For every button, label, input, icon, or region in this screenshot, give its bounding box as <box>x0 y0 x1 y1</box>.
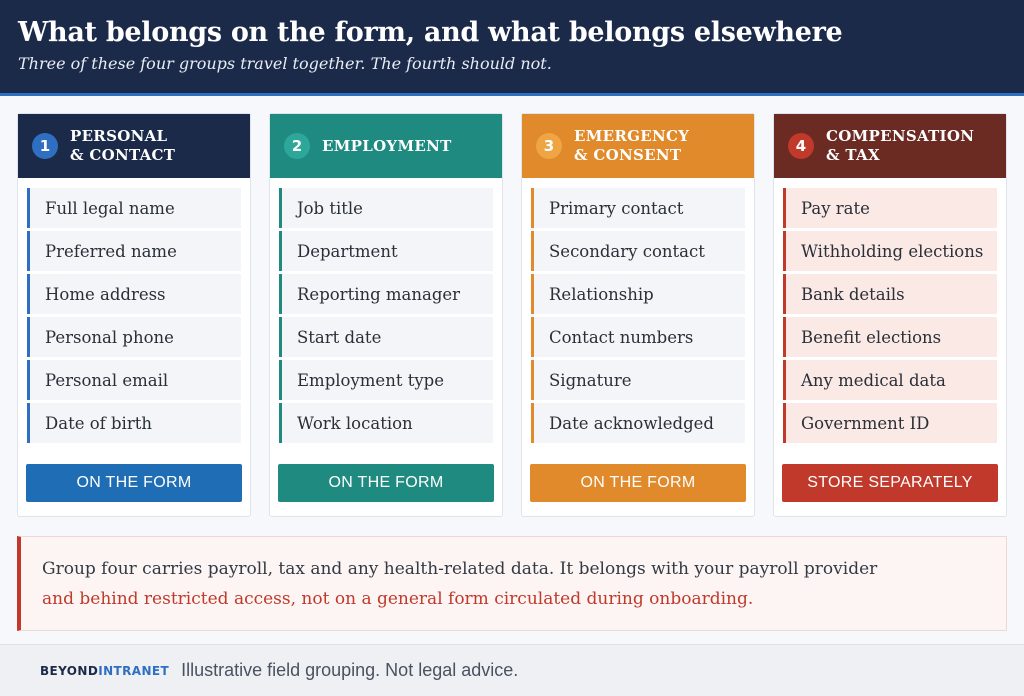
note-line-2: and behind restricted access, not on a general form circulated during onboarding. <box>42 589 754 609</box>
field-item: Pay rate <box>783 188 997 228</box>
page-subtitle: Three of these four groups travel together. The fourth should not. <box>18 54 552 73</box>
field-list <box>270 178 502 443</box>
group-verdict-badge: ON THE FORM <box>278 464 494 502</box>
group-card-1 <box>17 113 251 517</box>
group-title-line-2: & CONTACT <box>70 146 176 164</box>
group-verdict-badge: STORE SEPARATELY <box>782 464 998 502</box>
field-item: Primary contact <box>531 188 745 228</box>
group-title-line-2: & CONSENT <box>574 146 682 164</box>
field-item: Employment type <box>279 360 493 400</box>
field-item: Signature <box>531 360 745 400</box>
group-title-line-1: EMPLOYMENT <box>322 136 452 155</box>
group-verdict-badge: ON THE FORM <box>26 464 242 502</box>
field-list <box>18 178 250 443</box>
group-card-4 <box>773 113 1007 517</box>
brand-part-2: INTRANET <box>98 663 170 678</box>
group-title-line-1: PERSONAL <box>70 127 168 145</box>
warning-note <box>17 536 1007 631</box>
group-number-badge: 1 <box>32 133 58 159</box>
field-item: Any medical data <box>783 360 997 400</box>
field-item: Home address <box>27 274 241 314</box>
field-item: Job title <box>279 188 493 228</box>
group-header <box>774 114 1006 178</box>
field-item: Contact numbers <box>531 317 745 357</box>
group-header <box>522 114 754 178</box>
group-number-badge: 3 <box>536 133 562 159</box>
field-item: Date of birth <box>27 403 241 443</box>
field-item: Work location <box>279 403 493 443</box>
footer <box>0 644 1024 696</box>
group-card-2 <box>269 113 503 517</box>
page-header <box>0 0 1024 96</box>
group-title-line-1: COMPENSATION <box>826 127 975 145</box>
field-item: Benefit elections <box>783 317 997 357</box>
field-item: Personal email <box>27 360 241 400</box>
field-list <box>522 178 754 443</box>
field-item: Government ID <box>783 403 997 443</box>
group-number-badge: 2 <box>284 133 310 159</box>
field-item: Personal phone <box>27 317 241 357</box>
field-list <box>774 178 1006 443</box>
group-title <box>574 127 689 165</box>
field-item: Full legal name <box>27 188 241 228</box>
note-line-1: Group four carries payroll, tax and any health-related data. It belongs with your payroll provider <box>42 559 878 579</box>
field-item: Department <box>279 231 493 271</box>
field-item: Start date <box>279 317 493 357</box>
group-title-line-2: & TAX <box>826 146 880 164</box>
brand-part-1: BEYOND <box>40 663 99 678</box>
footer-disclaimer: Illustrative field grouping. Not legal advice. <box>181 660 519 680</box>
group-title <box>826 127 974 165</box>
field-item: Reporting manager <box>279 274 493 314</box>
field-item: Secondary contact <box>531 231 745 271</box>
group-title <box>322 137 452 156</box>
page-title: What belongs on the form, and what belongs elsewhere <box>18 17 843 48</box>
field-item: Withholding elections <box>783 231 997 271</box>
group-card-3 <box>521 113 755 517</box>
group-header <box>18 114 250 178</box>
field-item: Date acknowledged <box>531 403 745 443</box>
main-area <box>0 96 1024 644</box>
group-verdict-badge: ON THE FORM <box>530 464 746 502</box>
field-item: Bank details <box>783 274 997 314</box>
group-number-badge: 4 <box>788 133 814 159</box>
group-title <box>70 127 175 165</box>
group-header <box>270 114 502 178</box>
field-item: Relationship <box>531 274 745 314</box>
field-item: Preferred name <box>27 231 241 271</box>
brand-logo <box>40 664 169 678</box>
group-title-line-1: EMERGENCY <box>574 127 690 145</box>
